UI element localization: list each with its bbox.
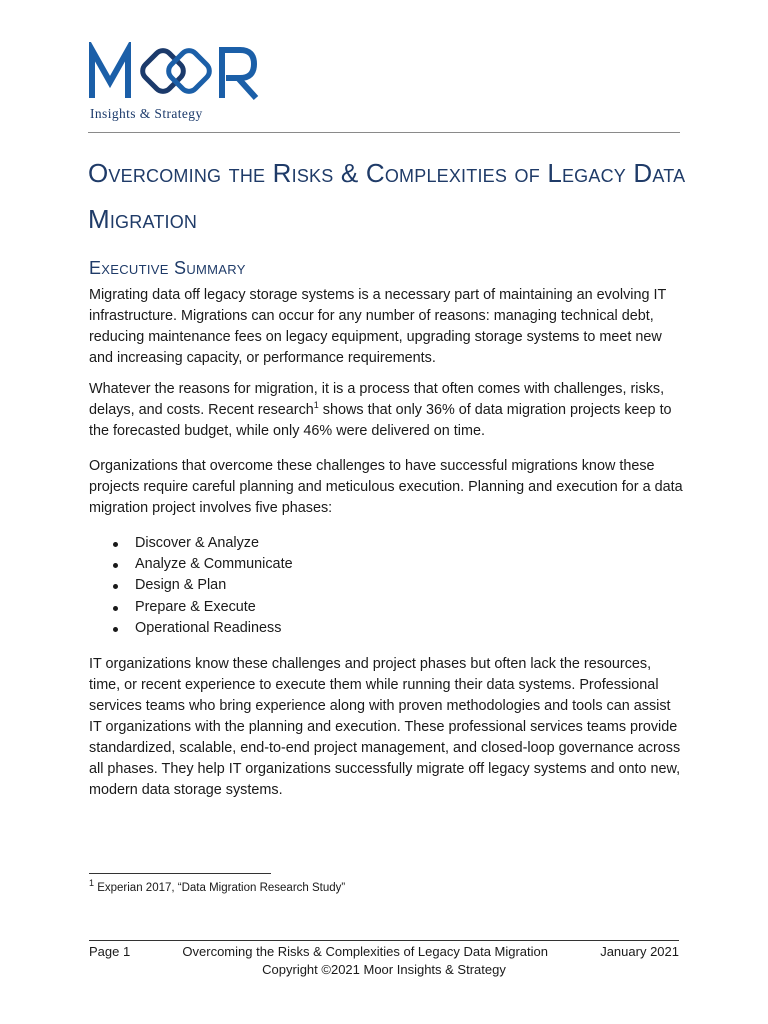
footnote-divider (89, 873, 271, 874)
header-divider (88, 132, 680, 133)
paragraph-research-text: Whatever the reasons for migration, it is a process that often comes with challenges, risks, delays, and costs. Recent research (89, 381, 665, 418)
paragraph-intro: Migrating data off legacy storage systems is a necessary part of maintaining an evolving IT infrastructure. Migrations can occur for any number of reasons: managing technical debt, reducing maintenance fees on legacy equipment, upgrading storage systems to meet new and increasing capacity, or performance requirements. (89, 287, 666, 366)
page-number: Page 1 (89, 944, 131, 959)
list-item: Prepare & Execute (89, 597, 293, 618)
company-logo (88, 42, 272, 124)
logo-subtitle: Insights & Strategy (90, 106, 203, 121)
footer-date: January 2021 (600, 944, 679, 959)
paragraph-phases-intro: Organizations that overcome these challenges to have successful migrations know these projects require careful planning and meticulous execution. Planning and execution for a data migration project involves five phases: (89, 458, 683, 516)
footer-title: Overcoming the Risks & Complexities of Legacy Data Migration (182, 944, 548, 959)
paragraph-research-text-cont: shows that only 36% of data migration projects keep to the forecasted budget, while only 46% were delivered on time. (89, 402, 672, 439)
footnote-marker: 1 (89, 878, 95, 889)
copyright: Copyright ©2021 Moor Insights & Strategy (262, 962, 506, 977)
footnote-reference[interactable]: 1 (313, 400, 319, 411)
list-item: Analyze & Communicate (89, 554, 293, 575)
footnote-text: Experian 2017, “Data Migration Research Study” (94, 882, 346, 894)
phases-list (89, 533, 293, 639)
list-item: Discover & Analyze (89, 533, 293, 554)
list-item: Design & Plan (89, 575, 293, 596)
paragraph-services: IT organizations know these challenges and project phases but often lack the resources, time, or recent experience to execute them while running their data systems. Professional services teams who bring experience along with proven methodologies and tools can assist IT organizations with the planning and execution. These professional services teams provide standardized, scalable, end-to-end project management, and closed-loop governance across all phases. They help IT organizations successfully migrate off legacy systems and onto new, modern data storage systems. (89, 656, 681, 798)
footnote (89, 878, 346, 894)
page-footer (89, 944, 679, 959)
moor-logo-icon (88, 42, 272, 106)
section-heading: Executive Summary (89, 258, 246, 278)
document-title: Overcoming the Risks & Complexities of Legacy Data Migration (88, 158, 686, 234)
footer-divider (89, 940, 679, 941)
paragraph-research (89, 379, 685, 442)
list-item: Operational Readiness (89, 618, 293, 639)
